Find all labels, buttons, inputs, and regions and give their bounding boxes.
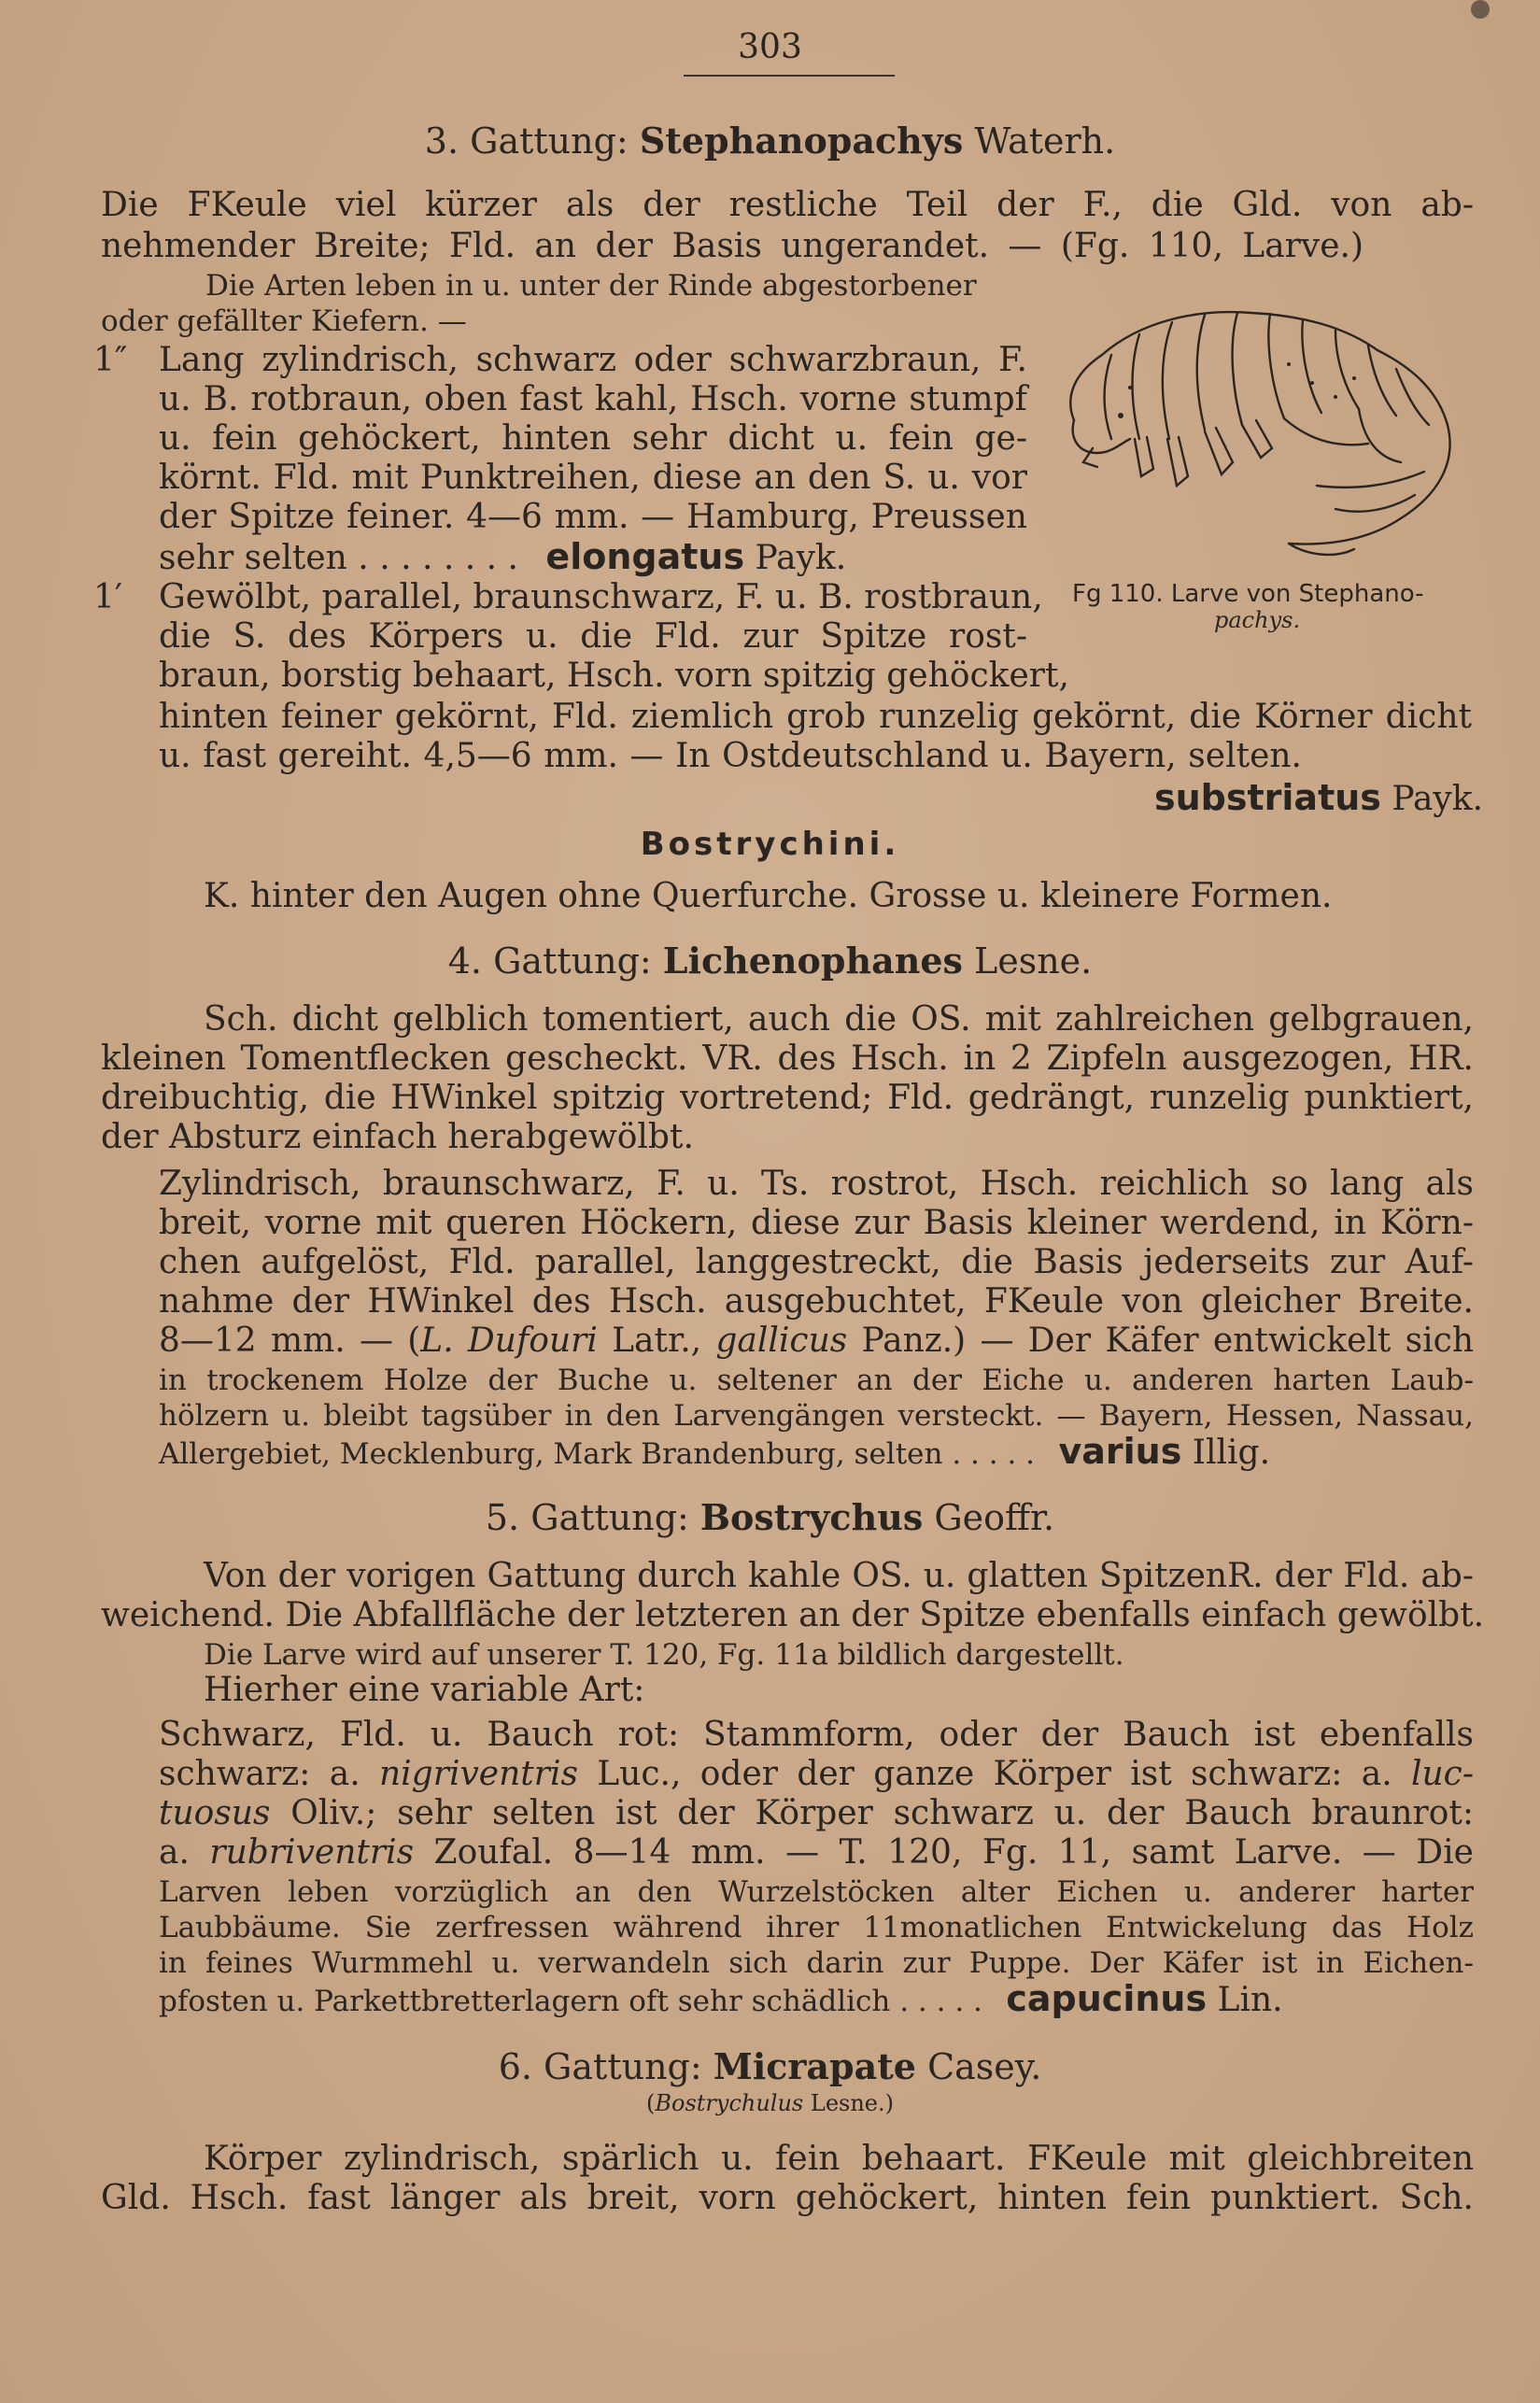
variety-rubriventris: rubriventris [209,1833,415,1872]
variety-luctuosus-start: luc- [1410,1755,1474,1793]
key2-line-4: hinten feiner gekörnt, Fld. ziemlich grob runzelig gekörnt, die Körner dicht [159,698,1472,736]
species-substriatus-author: Payk. [1392,780,1484,818]
genus3-note-1: Die Arten leben in u. unter der Rinde abgestorbener [205,269,977,303]
key1-line-4: körnt. Fld. mit Punktreihen, diese an den S. u. vor [159,459,1027,497]
genus3-desc-1: Die FKeule viel kürzer als der restliche Teil der F., die Gld. von ab- [101,186,1474,224]
genus6-name: Micrapate [713,2045,916,2087]
text-run: a. [159,1833,210,1872]
genus5-prefix: 5. Gattung: [485,1497,689,1538]
genus5-p1-1: Von der vorigen Gattung durch kahle OS. u. glatten SpitzenR. der Fld. ab- [204,1557,1474,1595]
genus5-p1-2: weichend. Die Abfallfläche der letzteren an der Spitze ebenfalls einfach gewölbt. [101,1596,1485,1634]
key1-line-1: Lang zylindrisch, schwarz oder schwarzbraun, F. [159,341,1027,379]
key2-line-2: die S. des Körpers u. die Fld. zur Spitze rost- [159,617,1027,656]
genus4-prefix: 4. Gattung: [447,940,652,982]
genus6-heading [0,2045,1540,2087]
genus3-author: Waterh. [974,120,1116,162]
species-substriatus: substriatus [1154,777,1381,818]
figure-caption-2: pachys. [1214,607,1301,633]
genus3-heading [0,120,1540,162]
page-number-rule [684,75,895,77]
genus4-name: Lichenophanes [662,940,963,982]
genus4-author: Lesne. [973,940,1093,982]
genus5-p2-4 [159,1834,1474,1872]
text-run: Oliv.; sehr selten ist der Körper schwarz u. der Bauch braunrot: [270,1794,1474,1832]
key1-number: 1″ [93,341,128,379]
genus5-p2-6: Laubbäume. Sie zerfressen während ihrer 11monatlichen Entwickelung das Holz [159,1911,1474,1944]
genus5-p1-4: Hierher eine variable Art: [204,1671,645,1709]
species-substriatus-line [1154,779,1483,818]
variety-nigriventris: nigriventris [378,1755,578,1793]
genus5-heading [0,1496,1540,1538]
genus4-p1-2: kleinen Tomentflecken gescheckt. VR. des Hsch. in 2 Zipfeln ausgezogen, HR. [101,1039,1474,1078]
genus4-p2-4: nahme der HWinkel des Hsch. ausgebuchtet, FKeule von gleicher Breite. [159,1282,1474,1321]
genus4-p2-8 [159,1433,1270,1472]
genus5-p1-3: Die Larve wird auf unserer T. 120, Fg. 11a bildlich dargestellt. [204,1638,1124,1672]
key2-line-3: braun, borstig behaart, Hsch. vorn spitzig gehöckert, [159,657,1069,695]
tribe-heading [0,822,1540,863]
genus3-prefix: 3. Gattung: [424,120,629,162]
species-varius: varius [1058,1431,1182,1472]
genus4-p2-2: breit, vorne mit queren Höckern, diese zur Basis kleiner werdend, in Körn- [159,1204,1474,1242]
key2-line-5: u. fast gereiht. 4,5—6 mm. — In Ostdeutschland u. Bayern, selten. [159,737,1302,775]
genus5-p2-8 [159,1980,1283,2019]
text-run: Zoufal. 8—14 mm. — T. 120, Fg. 11, samt Larve. — Die [414,1833,1474,1872]
genus6-p1-2: Gld. Hsch. fast länger als breit, vorn gehöckert, hinten fein punktiert. Sch. [101,2179,1474,2217]
genus4-p2-6: in trockenem Holze der Buche u. seltener an der Eiche u. anderen harten Laub- [159,1364,1474,1397]
synonym-gallicus: gallicus [715,1322,848,1360]
key1-line-6 [159,538,846,577]
figure-caption-1: Fg 110. Larve von Stephano- [1072,580,1424,608]
species-capucinus-author: Lin. [1217,1981,1283,2019]
genus6-prefix: 6. Gattung: [498,2046,702,2087]
species-elongatus-author: Payk. [755,539,847,577]
species-capucinus: capucinus [1006,1978,1208,2019]
genus4-p2-7: hölzern u. bleibt tagsüber in den Larvengängen versteckt. — Bayern, Hessen, Nassau, [159,1399,1474,1433]
genus4-p1-4: der Absturz einfach herabgewölbt. [101,1118,694,1156]
ink-speck [1471,0,1490,19]
genus3-note-2: oder gefällter Kiefern. — [101,304,467,338]
genus6-author: Casey. [927,2046,1042,2087]
variety-luctuosus-end: tuosus [159,1794,271,1832]
genus6-synonym [0,2090,1540,2116]
tribe-desc: K. hinter den Augen ohne Querfurche. Grosse u. kleinere Formen. [204,877,1333,915]
text-run: ( [645,2090,656,2116]
genus4-p2-5 [159,1322,1474,1360]
synonym-bostrychulus: Bostrychulus [655,2090,804,2116]
genus5-name: Bostrychus [699,1496,924,1538]
species-varius-author: Illig. [1192,1434,1271,1472]
larva-figure [1055,299,1485,570]
genus4-p2-3: chen aufgelöst, Fld. parallel, langgestreckt, die Basis jederseits zur Auf- [159,1243,1474,1281]
text-run: Lesne.) [803,2090,894,2116]
key2-line-1: Gewölbt, parallel, braunschwarz, F. u. B. rostbraun, [159,578,1043,616]
genus4-p1-1: Sch. dicht gelblich tomentiert, auch die OS. mit zahlreichen gelbgrauen, [204,1000,1474,1039]
genus5-tail: pfosten u. Parkettbretterlagern oft sehr schädlich . . . . . [159,1985,982,2018]
text-run: 8—12 mm. — ( [159,1322,421,1360]
genus5-p2-1: Schwarz, Fld. u. Bauch rot: Stammform, oder der Bauch ist ebenfalls [159,1716,1474,1754]
genus5-p2-5: Larven leben vorzüglich an den Wurzelstöcken alter Eichen u. anderer harter [159,1875,1474,1909]
text-run: Luc., oder der ganze Körper ist schwarz: a. [577,1755,1411,1793]
key1-line-3: u. fein gehöckert, hinten sehr dicht u. fein ge- [159,419,1027,458]
genus5-author: Geoffr. [934,1497,1055,1538]
genus3-name: Stephanopachys [639,120,964,162]
synonym-dufouri: L. Dufouri [420,1322,598,1360]
text-run: Panz.) — Der Käfer entwickelt sich [847,1322,1475,1360]
species-elongatus: elongatus [545,536,745,577]
genus5-p2-3 [159,1795,1474,1832]
genus4-heading [0,940,1540,982]
key2-number: 1′ [93,578,123,616]
genus6-p1-1: Körper zylindrisch, spärlich u. fein behaart. FKeule mit gleichbreiten [204,2140,1474,2178]
page-number: 303 [738,28,802,66]
genus4-tail: Allergebiet, Mecklenburg, Mark Brandenburg, selten . . . . . [159,1437,1036,1471]
genus4-p2-1: Zylindrisch, braunschwarz, F. u. Ts. rostrot, Hsch. reichlich so lang als [159,1165,1474,1203]
tribe-name: Bostrychini. [640,826,900,863]
genus5-p2-2 [159,1756,1474,1793]
text-run: Latr., [597,1322,716,1360]
text-run: schwarz: a. [159,1755,379,1793]
genus3-desc-2: nehmender Breite; Fld. an der Basis ungerandet. — (Fg. 110, Larve.) [101,227,1363,265]
key1-line-5: der Spitze feiner. 4—6 mm. — Hamburg, Preussen [159,498,1027,536]
key1-tail: sehr selten . . . . . . . . [159,539,518,577]
genus5-p2-7: in feines Wurmmehl u. verwandeln sich darin zur Puppe. Der Käfer ist in Eichen- [159,1946,1474,1980]
key1-line-2: u. B. rotbraun, oben fast kahl, Hsch. vorne stumpf [159,380,1027,418]
genus4-p1-3: dreibuchtig, die HWinkel spitzig vortretend; Fld. gedrängt, runzelig punktiert, [101,1079,1474,1117]
